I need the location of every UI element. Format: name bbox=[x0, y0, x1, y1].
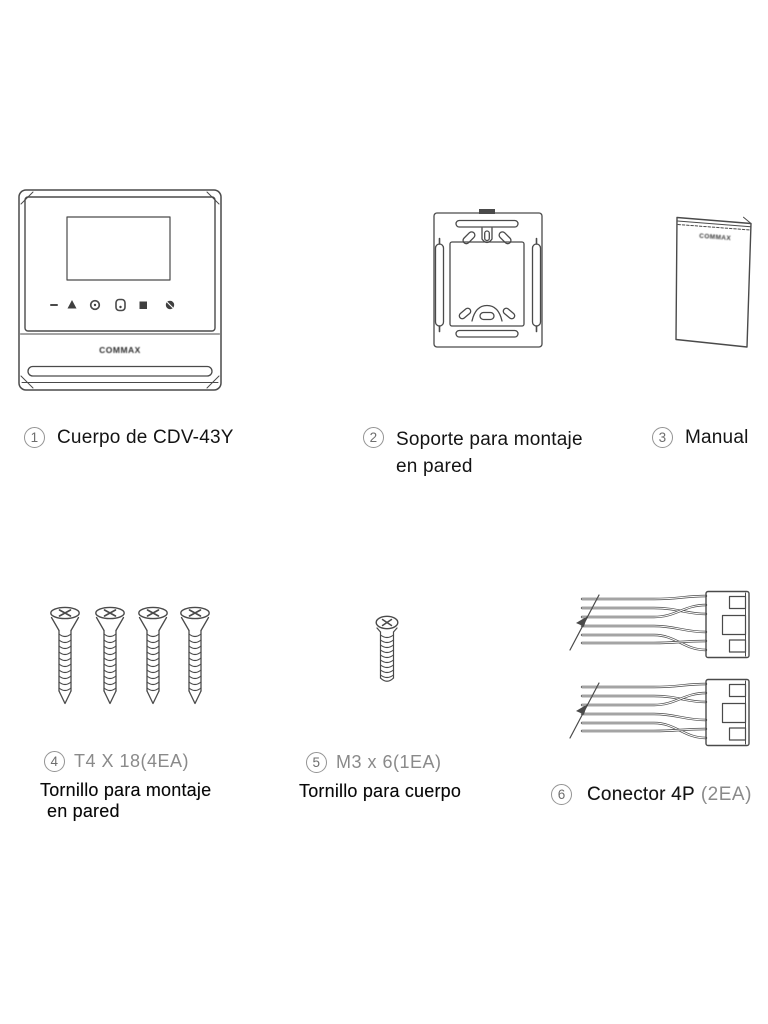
wall-screws-drawing bbox=[48, 605, 214, 706]
item-6-name-group bbox=[587, 783, 752, 806]
monitor-outer-case bbox=[19, 190, 221, 390]
item-1-label bbox=[24, 426, 234, 450]
square-icon bbox=[140, 302, 148, 310]
manual-fold-hatch bbox=[678, 225, 750, 231]
item-4-name-line2: en pared bbox=[47, 801, 120, 821]
item-6-spec-text: (2EA) bbox=[700, 784, 752, 805]
item-5-name-line1: Tornillo para cuerpo bbox=[299, 781, 462, 801]
bracket-rail-right bbox=[533, 244, 541, 326]
bracket-bottom-bar bbox=[456, 331, 518, 338]
bracket-angled-slot-right bbox=[498, 231, 512, 245]
item-1-name: Cuerpo de CDV-43Y bbox=[57, 427, 234, 448]
monitor-drawing bbox=[18, 189, 222, 391]
item-4-spec-text: T4 X 18(4EA) bbox=[74, 751, 190, 771]
connector-4p-2 bbox=[570, 680, 749, 746]
manual-fold-line bbox=[678, 221, 751, 227]
body-screw-drawing bbox=[374, 615, 400, 687]
item-4-number-badge: 4 bbox=[44, 751, 65, 772]
wall-screw-2 bbox=[96, 607, 124, 703]
ring-icon bbox=[91, 301, 100, 310]
wall-screw-3 bbox=[139, 607, 167, 703]
item-2-label bbox=[363, 426, 583, 480]
item-4-spec bbox=[44, 750, 189, 772]
monitor-logo: COMMAX bbox=[99, 345, 141, 355]
item-2-number-badge: 2 bbox=[363, 427, 384, 448]
monitor-speaker-slot bbox=[28, 367, 212, 377]
item-3-number-badge: 3 bbox=[652, 427, 673, 448]
item-5-spec-text: M3 x 6(1EA) bbox=[336, 752, 442, 772]
item-5-number-badge: 5 bbox=[306, 752, 327, 773]
bracket-top-slot bbox=[456, 221, 518, 228]
item-1-number-badge: 1 bbox=[24, 427, 45, 448]
item-5-spec bbox=[306, 751, 442, 773]
wall-screw-1 bbox=[51, 607, 79, 703]
triangle-icon bbox=[68, 300, 77, 309]
monitor-screen bbox=[67, 217, 170, 280]
connectors-drawing bbox=[566, 589, 752, 749]
item-6-name: Conector 4P bbox=[587, 784, 695, 805]
wall-screw-4 bbox=[181, 607, 209, 703]
manual-logo: COMMAX bbox=[698, 232, 732, 243]
bracket-bottom-oval bbox=[480, 313, 494, 320]
item-4-name bbox=[40, 780, 211, 822]
item-3-name: Manual bbox=[685, 427, 749, 448]
bracket-rail-left bbox=[436, 244, 444, 326]
item-2-name bbox=[396, 426, 583, 480]
bracket-angled-slot-left bbox=[462, 231, 476, 245]
handset-icon bbox=[116, 300, 125, 311]
bracket-top-tab bbox=[479, 209, 495, 214]
item-6-number-badge: 6 bbox=[551, 784, 572, 805]
bracket-rail-ticks bbox=[440, 239, 537, 332]
key-icon bbox=[166, 301, 174, 309]
item-2-name-line1: Soporte para montaje bbox=[396, 429, 583, 450]
monitor-corner-chamfers bbox=[21, 192, 219, 388]
item-5-name bbox=[299, 781, 461, 802]
bracket-bottom-slot-left bbox=[458, 307, 472, 320]
bracket-drawing bbox=[432, 208, 544, 352]
manual-drawing bbox=[674, 214, 756, 354]
bracket-bottom-arch bbox=[472, 306, 502, 322]
bracket-keyhole-slot bbox=[485, 231, 490, 241]
item-6-label bbox=[551, 783, 752, 806]
bracket-bottom-slot-right bbox=[502, 307, 516, 320]
connector-4p-1 bbox=[570, 592, 749, 658]
item-4-name-line1: Tornillo para montaje bbox=[40, 780, 212, 800]
item-3-label bbox=[652, 426, 749, 450]
item-2-name-line2: en pared bbox=[396, 456, 473, 477]
